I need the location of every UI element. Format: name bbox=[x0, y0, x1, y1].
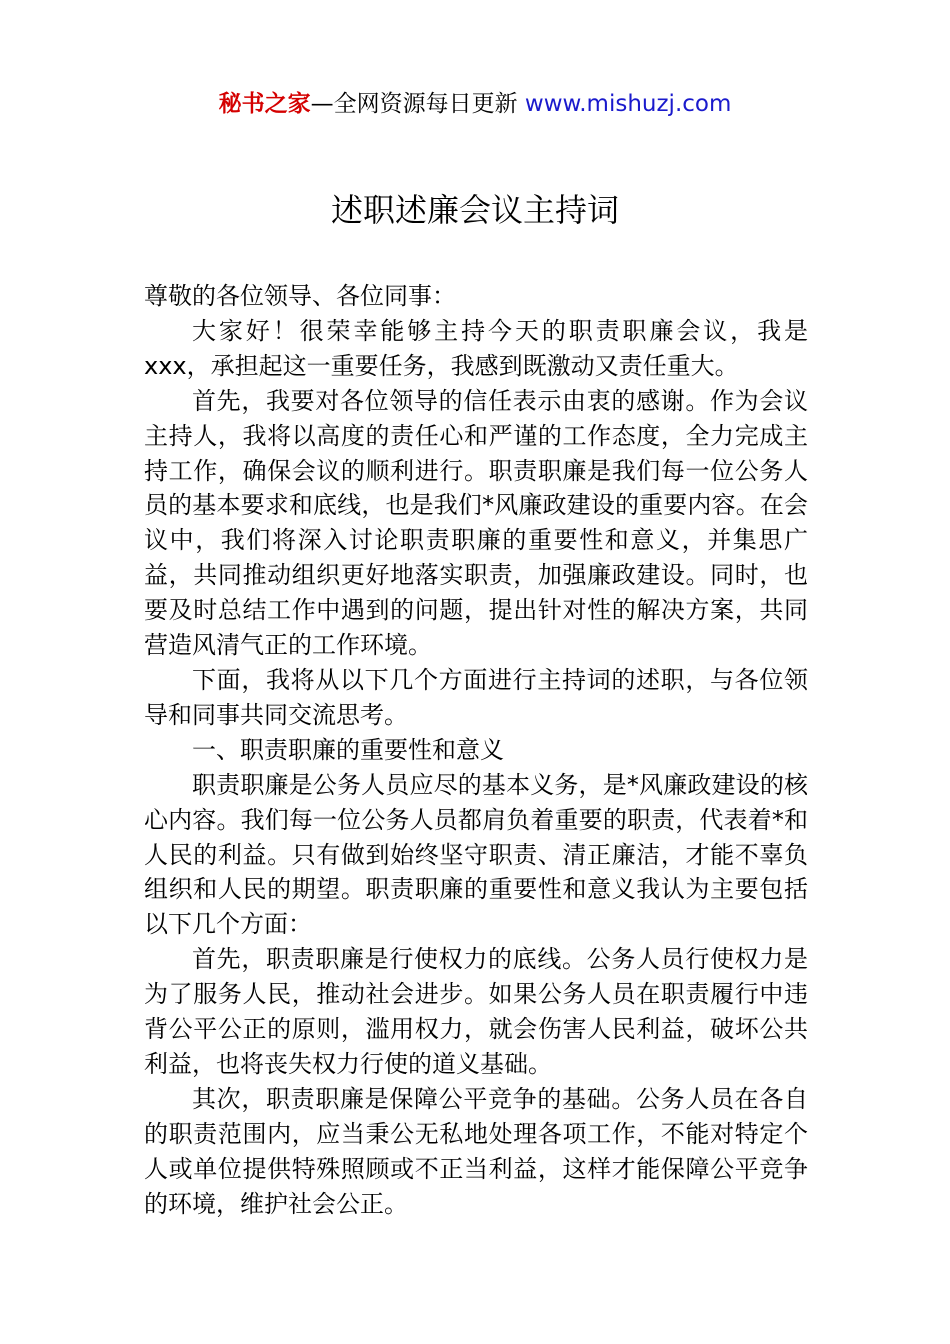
paragraph: 其次，职责职廉是保障公平竞争的基础。公务人员在各自的职责范围内，应当秉公无私地处理各项工作，不能对特定个人或单位提供特殊照顾或不正当利益，这样才能保障公平竞争的环境，维护社会公正。 bbox=[144, 1084, 808, 1218]
paragraph: 职责职廉是公务人员应尽的基本义务，是*风廉政建设的核心内容。我们每一位公务人员都肩负着重要的职责，代表着*和人民的利益。只有做到始终坚守职责、清正廉洁，才能不辜负组织和人民的期望。职责职廉的重要性和意义我认为主要包括以下几个方面： bbox=[144, 770, 808, 939]
document-title: 述职述廉会议主持词 bbox=[330, 191, 619, 229]
paragraph: 首先，职责职廉是行使权力的底线。公务人员行使权力是为了服务人民，推动社会进步。如果公务人员在职责履行中违背公平公正的原则，滥用权力，就会伤害人民利益，破坏公共利益，也将丧失权力行使的道义基础。 bbox=[144, 945, 808, 1078]
paragraph: 大家好！很荣幸能够主持今天的职责职廉会议，我是xxx，承担起这一重要任务，我感到既激动又责任重大。 bbox=[144, 316, 808, 380]
paragraph: 首先，我要对各位领导的信任表示由衷的感谢。作为会议主持人，我将以高度的责任心和严谨的工作态度，全力完成主持工作，确保会议的顺利进行。职责职廉是我们每一位公务人员的基本要求和底线，也是我们*风廉政建设的重要内容。在会议中，我们将深入讨论职责职廉的重要性和意义，并集思广益，共同推动组织更好地落实职责，加强廉政建设。同时，也要及时总结工作中遇到的问题，提出针对性的解决方案，共同营造风清气正的工作环境。 bbox=[144, 386, 808, 660]
salutation: 尊敬的各位领导、各位同事： bbox=[144, 282, 456, 310]
section-heading: 一、职责职廉的重要性和意义 bbox=[192, 735, 504, 764]
document-body bbox=[144, 279, 808, 1221]
site-tagline: —全网资源每日更新 bbox=[310, 91, 525, 117]
site-header-banner bbox=[0, 86, 950, 122]
site-brand-name: 秘书之家 bbox=[218, 91, 311, 117]
paragraph: 下面，我将从以下几个方面进行主持词的述职，与各位领导和同事共同交流思考。 bbox=[144, 665, 808, 729]
site-url-link[interactable]: www.mishuzj.com bbox=[524, 91, 732, 117]
